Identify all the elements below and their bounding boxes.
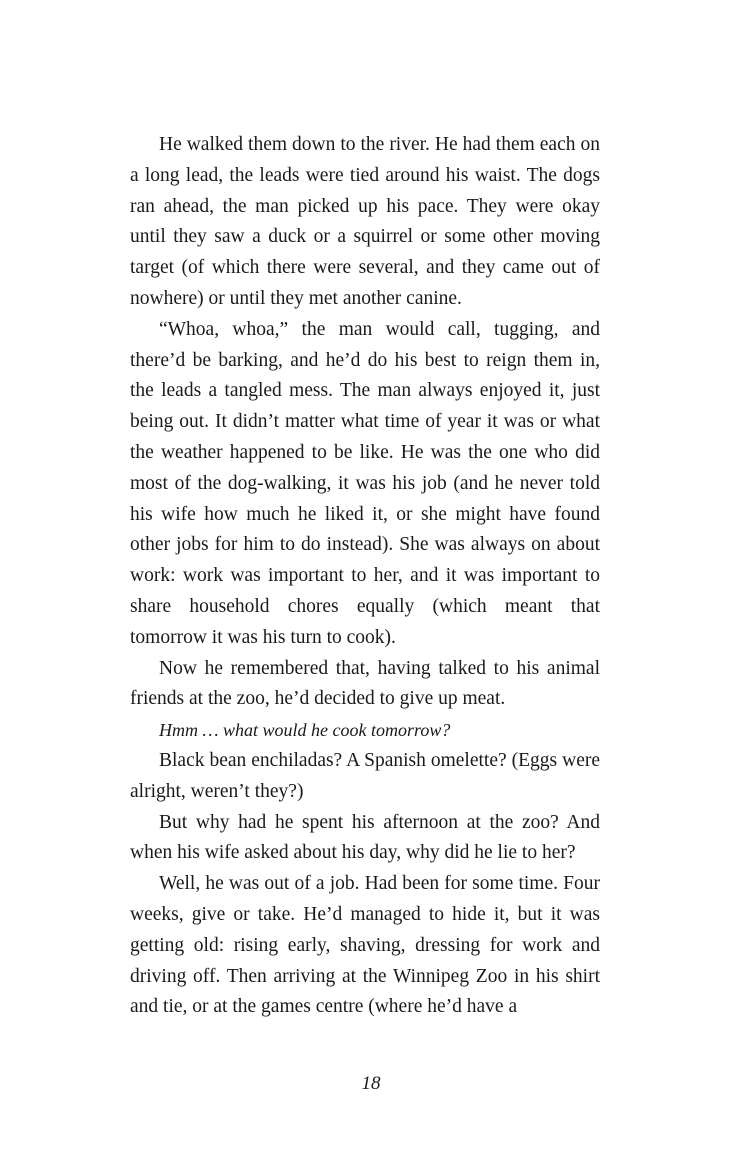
body-text	[130, 130, 600, 1023]
paragraph-7: Well, he was out of a job. Had been for some time. Four weeks, give or take. He’d managed to hide it, but it was getting old: rising early, shaving, dressing for work and driving off. Then arriving at the Winnipeg Zoo in his shirt and tie, or at the games centre (where he’d have a	[130, 873, 600, 1018]
paragraph-4-italic: Hmm … what would he cook tomorrow?	[159, 720, 451, 741]
paragraph-2: “Whoa, whoa,” the man would call, tugging, and there’d be barking, and he’d do his best to reign them in, the leads a tangled mess. The man always enjoyed it, just being out. It didn’t matter what time of year it was or what the weather happened to be like. He was the one who did most of the dog-walking, it was his job (and he never told his wife how much he liked it, or she might have found other jobs for him to do instead). She was always on about work: work was important to her, and it was important to share household chores equally (which meant that tomorrow it was his turn to cook).	[130, 318, 600, 648]
paragraph-3: Now he remembered that, having talked to his animal friends at the zoo, he’d decided to give up meat.	[130, 657, 600, 710]
page-number: 18	[361, 1073, 381, 1094]
paragraph-6: But why had he spent his afternoon at the zoo? And when his wife asked about his day, why did he lie to her?	[130, 811, 600, 864]
paragraph-1: He walked them down to the river. He had them each on a long lead, the leads were tied around his waist. The dogs ran ahead, the man picked up his pace. They were okay until they saw a duck or a squirrel or some other moving target (of which there were several, and they came out of nowhere) or until they met another canine.	[130, 134, 600, 309]
paragraph-5: Black bean enchiladas? A Spanish omelette? (Eggs were alright, weren’t they?)	[130, 749, 600, 802]
